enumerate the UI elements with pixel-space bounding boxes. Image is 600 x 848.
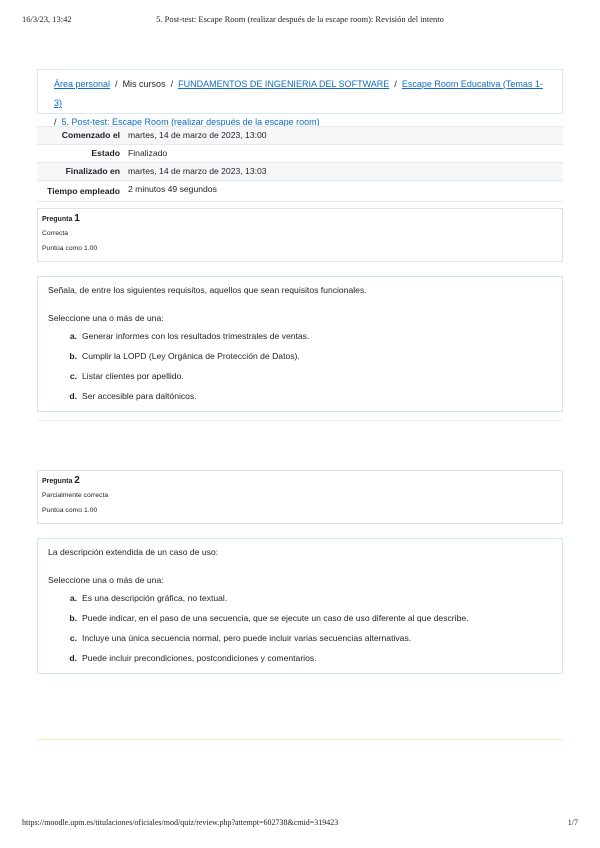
attempt-summary-table xyxy=(37,126,563,202)
question-2-content xyxy=(37,538,563,674)
print-header xyxy=(22,14,578,26)
print-date: 16/3/23, 13:42 xyxy=(22,14,72,24)
summary-row-finished xyxy=(37,163,563,181)
divider xyxy=(37,739,563,740)
breadcrumb-item-mis-cursos: Mis cursos xyxy=(122,79,166,89)
summary-value: martes, 14 de marzo de 2023, 13:03 xyxy=(128,166,267,176)
answer-letter: d. xyxy=(69,653,77,663)
answer-option[interactable] xyxy=(48,589,552,609)
question-1-content xyxy=(37,276,563,412)
answer-letter: d. xyxy=(69,391,77,401)
answer-option[interactable] xyxy=(48,327,552,347)
answer-option[interactable] xyxy=(48,387,552,407)
answer-list xyxy=(48,327,552,407)
answer-text: Listar clientes por apellido. xyxy=(82,371,184,381)
question-state: Parcialmente correcta xyxy=(42,492,109,499)
summary-key: Tiempo empleado xyxy=(47,186,120,196)
print-title: 5. Post-test: Escape Room (realizar después de la escape room): Revisión del intento xyxy=(156,14,444,24)
answer-text: Incluye una única secuencia normal, pero puede incluir varias secuencias alternativas. xyxy=(82,633,412,643)
answer-text: Generar informes con los resultados trimestrales de ventas. xyxy=(82,331,310,341)
answer-letter: c. xyxy=(69,633,77,643)
question-number xyxy=(42,213,558,226)
answer-list xyxy=(48,589,552,669)
breadcrumb-link-quiz[interactable]: 5. Post-test: Escape Room (realizar después de la escape room) xyxy=(61,117,320,127)
answer-option[interactable] xyxy=(48,367,552,387)
question-2-info xyxy=(37,470,563,524)
summary-row-time xyxy=(37,181,563,202)
summary-row-started xyxy=(37,127,563,145)
breadcrumb-link-course[interactable]: FUNDAMENTOS DE INGENIERIA DEL SOFTWARE xyxy=(178,79,390,89)
summary-value: 2 minutos 49 segundos xyxy=(128,184,217,194)
answer-text: Puede indicar, en el paso de una secuencia, que se ejecute un caso de uso diferente al que describe. xyxy=(82,613,469,623)
answer-option[interactable] xyxy=(48,609,552,629)
summary-value: Finalizado xyxy=(128,148,168,158)
question-number xyxy=(42,475,558,488)
answer-letter: b. xyxy=(69,351,77,361)
answer-prompt: Seleccione una o más de una: xyxy=(48,575,164,585)
answer-prompt: Seleccione una o más de una: xyxy=(48,313,164,323)
question-text: Señala, de entre los siguientes requisitos, aquellos que sean requisitos funcionales. xyxy=(48,285,367,295)
breadcrumb-separator: / xyxy=(115,79,118,89)
breadcrumb-separator: / xyxy=(394,79,397,89)
print-url: https://moodle.upm.es/titulaciones/oficiales/mod/quiz/review.php?attempt=602738&cmid=319423 xyxy=(22,818,339,827)
breadcrumb-separator: / xyxy=(54,117,57,127)
breadcrumb-separator: / xyxy=(170,79,174,89)
summary-value: martes, 14 de marzo de 2023, 13:00 xyxy=(128,130,267,140)
question-state: Correcta xyxy=(42,230,69,237)
summary-key: Estado xyxy=(91,148,120,158)
answer-letter: b. xyxy=(69,613,77,623)
question-number-value: 1 xyxy=(74,213,80,224)
summary-key: Comenzado el xyxy=(61,130,120,140)
question-grade: Puntúa como 1.00 xyxy=(42,507,98,514)
answer-text: Es una descripción gráfica, no textual. xyxy=(82,593,228,603)
answer-letter: c. xyxy=(69,371,77,381)
answer-option[interactable] xyxy=(48,629,552,649)
question-label: Pregunta xyxy=(42,478,73,485)
answer-letter: a. xyxy=(69,331,77,341)
question-grade: Puntúa como 1.00 xyxy=(42,245,98,252)
answer-text: Cumplir la LOPD (Ley Orgánica de Protección de Datos). xyxy=(82,351,300,361)
answer-text: Puede incluir precondiciones, postcondiciones y comentarios. xyxy=(82,653,317,663)
page-counter: 1/7 xyxy=(567,818,578,827)
summary-row-state xyxy=(37,145,563,163)
summary-key: Finalizado en xyxy=(65,166,120,176)
question-text: La descripción extendida de un caso de uso: xyxy=(48,547,219,557)
question-number-value: 2 xyxy=(74,475,80,486)
print-footer xyxy=(22,818,578,830)
answer-option[interactable] xyxy=(48,347,552,367)
divider xyxy=(37,420,563,421)
breadcrumb xyxy=(37,69,563,127)
breadcrumb-link-area-personal[interactable]: Área personal xyxy=(54,79,111,89)
question-1-info xyxy=(37,208,563,262)
breadcrumb-link-section[interactable]: Escape Room Educativa (Temas 1-3) xyxy=(54,79,543,108)
answer-text: Ser accesible para daltónicos. xyxy=(82,391,197,401)
answer-letter: a. xyxy=(69,593,77,603)
question-label: Pregunta xyxy=(42,216,73,223)
answer-option[interactable] xyxy=(48,649,552,669)
